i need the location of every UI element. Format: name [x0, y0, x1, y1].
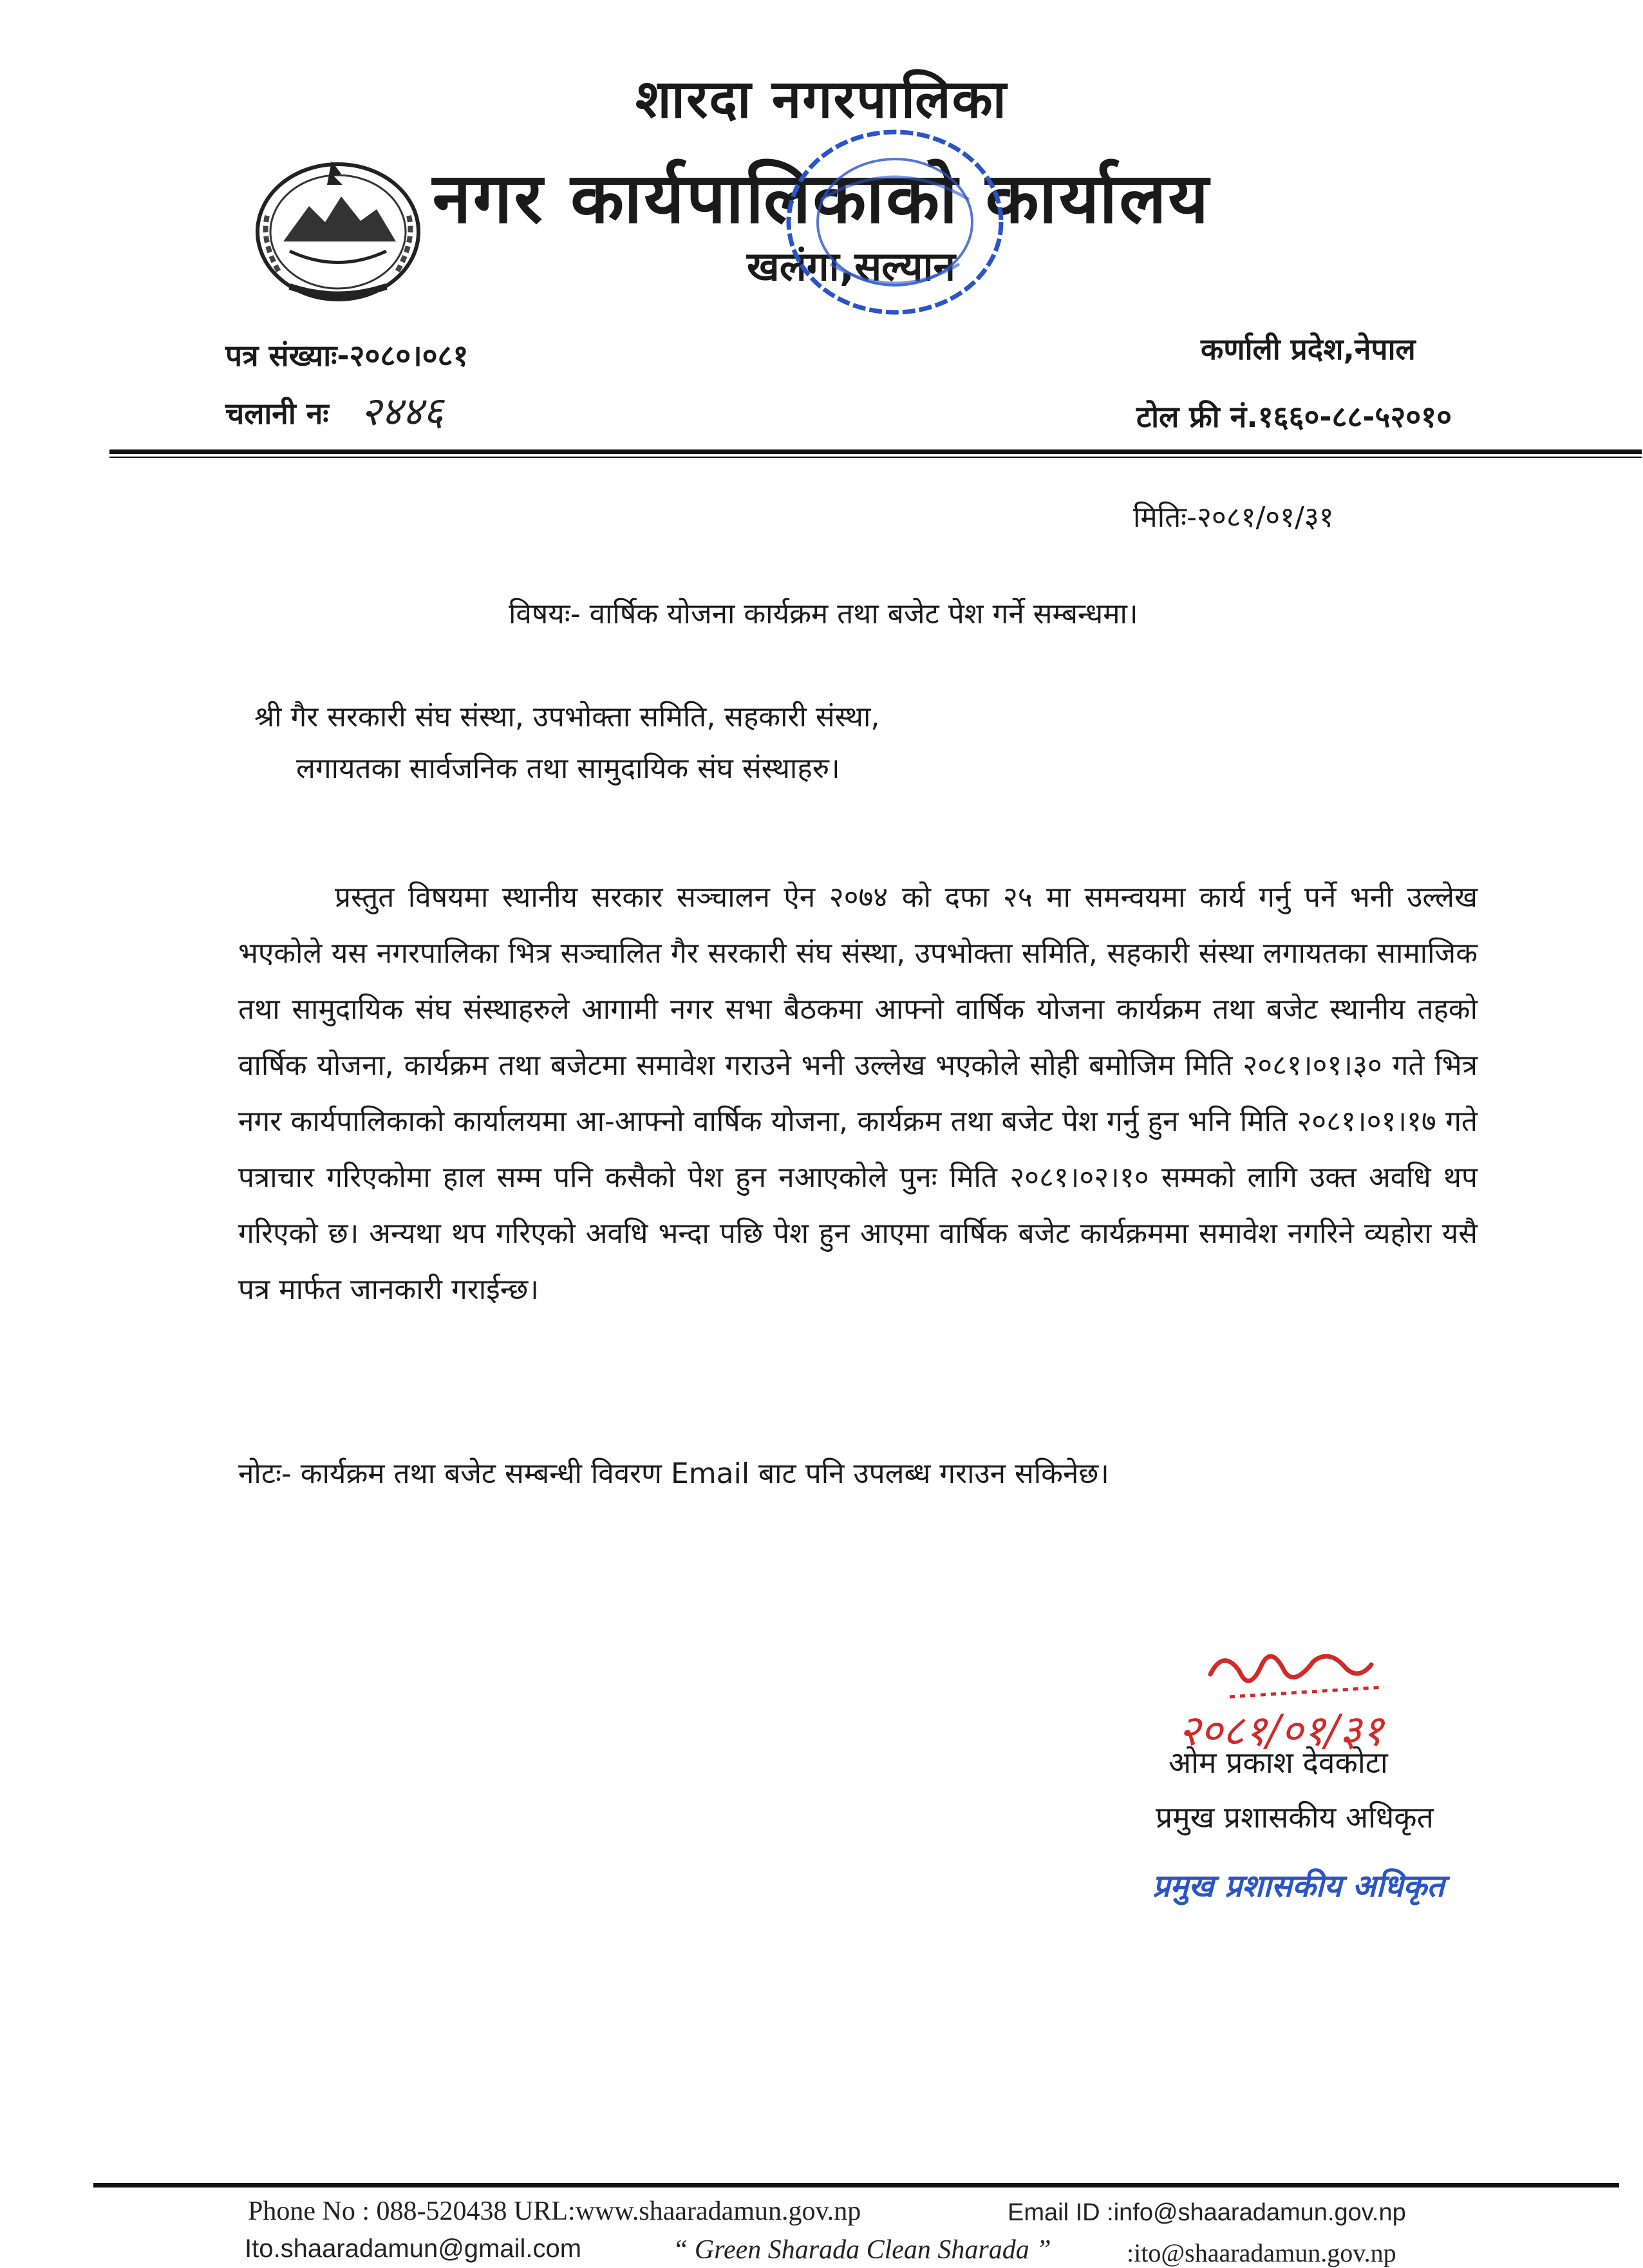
municipality-round-stamp-icon — [760, 116, 1030, 335]
letter-date: मितिः-२०८१/०१/३१ — [1133, 501, 1334, 534]
letter-subject: विषयः- वार्षिक योजना कार्यक्रम तथा बजेट पेश गर्ने सम्बन्धमा। — [509, 598, 1138, 630]
signer-name: ओम प्रकाश देवकोटा — [1169, 1745, 1388, 1780]
letter-note: नोटः- कार्यक्रम तथा बजेट सम्बन्धी विवरण Email बाट पनि उपलब्ध गराउन सकिनेछ। — [238, 1457, 1109, 1490]
letter-body: प्रस्तुत विषयमा स्थानीय सरकार सञ्चालन ऐन २०७४ को दफा २५ मा समन्वयमा कार्य गर्नु पर्ने भनी उल्लेख भएकोले यस नगरपालिका भित्र सञ्चालित गैर सरकारी संघ संस्था, उपभोक्ता समिति, सहकारी संस्था लगायतका सामाजिक तथा सामुदायिक संघ संस्थाहरुले आगामी नगर सभा बैठकमा आफ्नो वार्षिक योजना कार्यक्रम तथा बजेट स्थानीय तहको वार्षिक योजना, कार्यक्रम तथा बजेटमा समावेश गराउने भनी उल्लेख भएकोले सोही बमोजिम मिति २०८१।०१।३० गते भित्र नगर कार्यपालिकाको कार्यालयमा आ-आफ्नो वार्षिक योजना, कार्यक्रम तथा बजेट पेश गर्नु हुन भनि मिति २०८१।०१।१७ गते पत्राचार गरिएकोमा हाल सम्म पनि कसैको पेश हुन नआएकोले पुनः मिति २०८१।०२।१० सम्मको लागि उक्त अवधि थप गरिएको छ। अन्यथा थप गरिएको अवधि भन्दा पछि पेश हुन आएमा वार्षिक बजेट कार्यक्रममा समावेश नगरिने व्यहोरा यसै पत्र मार्फत जानकारी गराईन्छ। — [238, 881, 1478, 1306]
recipient-line-1: श्री गैर सरकारी संघ संस्था, उपभोक्ता समिति, सहकारी संस्था, — [254, 701, 880, 733]
dispatch-number-handwritten: २४४६ — [361, 388, 444, 435]
footer-divider — [93, 2183, 1619, 2188]
toll-free-number: टोल फ्री नं.१६६०-८८-५२०१० — [1136, 399, 1452, 434]
footer-slogan: “ Green Sharada Clean Sharada ” — [673, 2235, 1051, 2265]
handwritten-date: २०८१/०१/३१ — [1178, 1706, 1384, 1755]
footer-email-id: Email ID :info@shaaradamun.gov.np — [1008, 2199, 1406, 2226]
recipient-line-2: लगायतका सार्वजनिक तथा सामुदायिक संघ संस्थाहरु। — [296, 752, 840, 785]
office-place: खलंगा,सल्यान — [747, 243, 955, 290]
official-title-stamp: प्रमुख प्रशासकीय अधिकृत — [1152, 1868, 1445, 1904]
office-name: नगर कार्यपालिकाको कार्यालय — [432, 158, 1211, 239]
province: कर्णाली प्रदेश,नेपाल — [1201, 332, 1416, 366]
footer-email-2: :ito@shaaradamun.gov.np — [1127, 2238, 1396, 2267]
header-divider — [109, 449, 1642, 458]
footer-gmail: Ito.shaaradamun@gmail.com — [245, 2235, 582, 2263]
dispatch-label: चलानी नः — [225, 396, 329, 431]
letter-number: पत्र संख्याः-२०८०।०८१ — [225, 338, 469, 373]
org-name: शारदा नगरपालिका — [635, 69, 1008, 130]
signer-title: प्रमुख प्रशासकीय अधिकृत — [1156, 1800, 1434, 1835]
footer-phone-url: Phone No : 088-520438 URL:www.shaaradamun.gov.np — [248, 2197, 861, 2226]
